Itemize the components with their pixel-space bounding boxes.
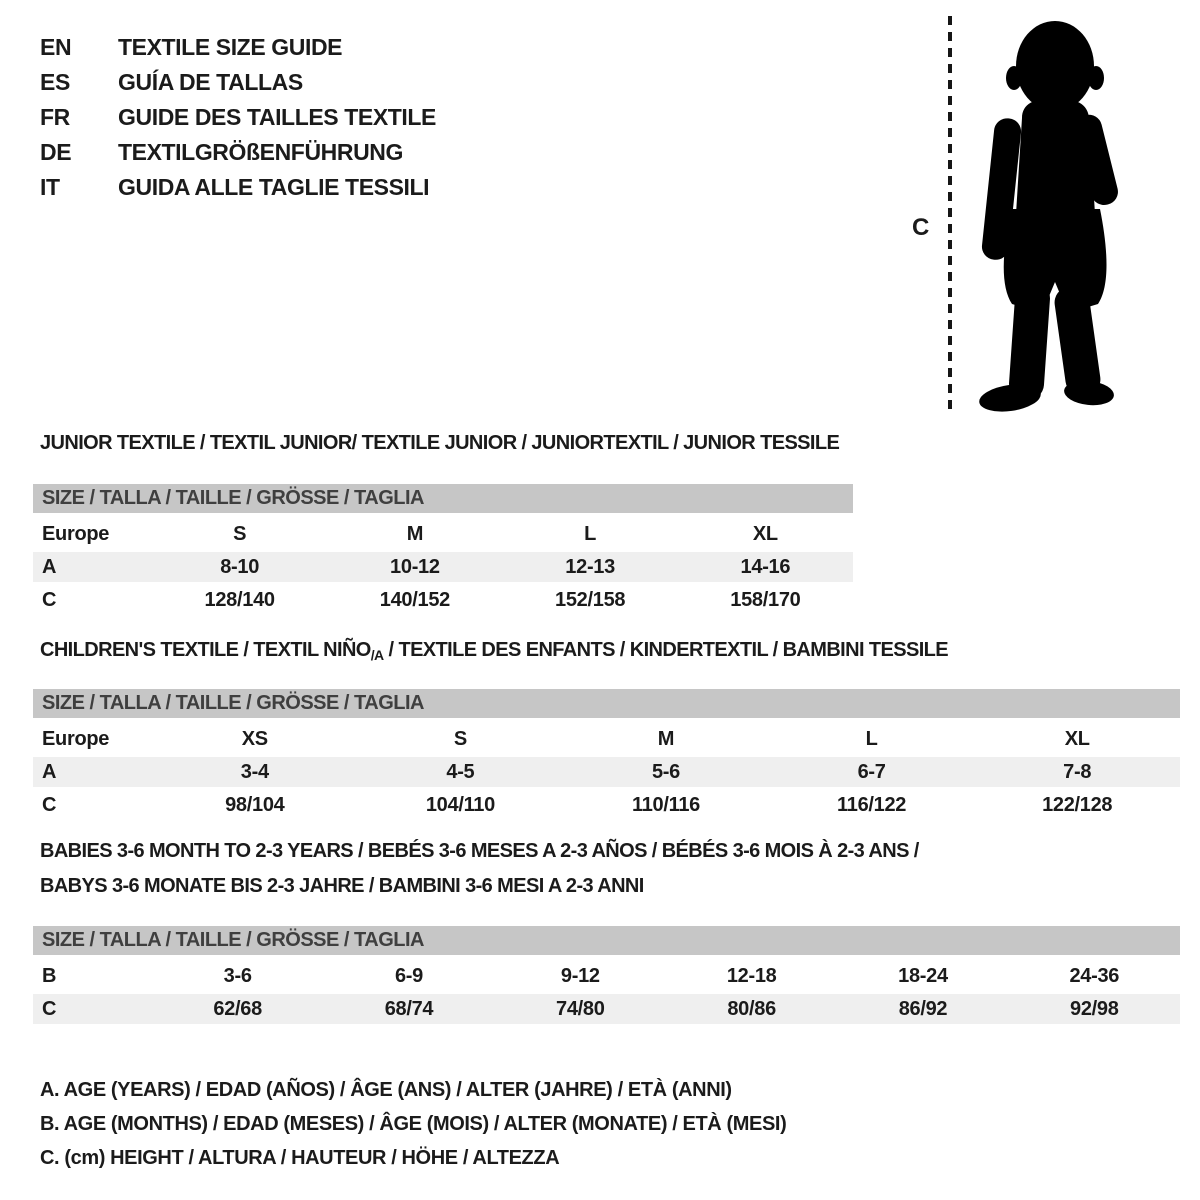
age-cell: 12-18 <box>726 965 777 987</box>
row-label-cell: B <box>42 965 57 987</box>
height-cell: 68/74 <box>384 998 434 1020</box>
table-row-europe <box>33 519 853 549</box>
height-cell: 116/122 <box>837 794 907 816</box>
size-cell: M <box>657 728 675 750</box>
age-cell: 4-5 <box>446 761 475 783</box>
size-cell: M <box>406 523 424 545</box>
row-label-cell: C <box>42 589 57 611</box>
age-cell: 8-10 <box>220 556 260 578</box>
size-cell: XL <box>1064 728 1090 750</box>
age-cell: 14-16 <box>740 556 791 578</box>
table-row-height <box>33 994 1180 1024</box>
height-dashed-line <box>948 16 952 416</box>
height-cell: 80/86 <box>727 998 776 1020</box>
age-cell: 3-4 <box>240 761 269 783</box>
row-label-cell: C <box>42 794 57 816</box>
size-cell: L <box>865 728 878 750</box>
lang-code: ES <box>40 69 70 95</box>
junior-size-table <box>33 484 853 618</box>
height-cell: 152/158 <box>555 589 626 611</box>
children-section-title <box>40 639 948 663</box>
age-cell: 5-6 <box>651 761 680 783</box>
legend-line-c: C. (cm) HEIGHT / ALTURA / HAUTEUR / HÖHE / ALTEZZA <box>40 1147 560 1169</box>
table-row-europe <box>33 724 1180 754</box>
legend-line-a: A. AGE (YEARS) / EDAD (AÑOS) / ÂGE (ANS) / ALTER (JAHRE) / ETÀ (ANNI) <box>40 1079 732 1101</box>
height-cell: 140/152 <box>379 589 450 611</box>
age-cell: 7-8 <box>1063 761 1092 783</box>
row-label-cell: Europe <box>42 523 110 545</box>
height-cell: 104/110 <box>425 794 495 816</box>
height-cell: 92/98 <box>1070 998 1119 1020</box>
toddler-silhouette-icon <box>960 14 1138 418</box>
lang-row-de <box>40 135 436 170</box>
language-title-block <box>40 30 436 205</box>
age-cell: 6-9 <box>394 965 423 987</box>
size-cell: XL <box>752 523 778 545</box>
lang-row-fr <box>40 100 436 135</box>
age-cell: 18-24 <box>898 965 948 987</box>
lang-code: FR <box>40 104 70 130</box>
children-title-subscript: /A <box>370 647 384 663</box>
lang-code: EN <box>40 34 72 60</box>
row-label-cell: A <box>42 556 57 578</box>
lang-title: TEXTILGRÖßENFÜHRUNG <box>118 139 403 165</box>
children-size-table <box>33 689 1180 823</box>
row-label-cell: Europe <box>42 728 110 750</box>
lang-title: GUIDA ALLE TAGLIE TESSILI <box>118 174 430 200</box>
height-cell: 128/140 <box>204 589 275 611</box>
lang-row-es <box>40 65 436 100</box>
height-cell: 158/170 <box>730 589 801 611</box>
height-cell: 74/80 <box>556 998 605 1020</box>
height-cell: 122/128 <box>1042 794 1113 816</box>
lang-title: TEXTILE SIZE GUIDE <box>118 34 343 60</box>
babies-size-header-bar: SIZE / TALLA / TAILLE / GRÖSSE / TAGLIA <box>33 926 1180 955</box>
measurement-legend <box>40 1073 786 1175</box>
size-cell: S <box>233 523 247 545</box>
age-cell: 3-6 <box>223 965 252 987</box>
children-title-prefix: CHILDREN'S TEXTILE / TEXTIL NIÑO <box>40 639 371 661</box>
table-row-age <box>33 552 853 582</box>
lang-code: DE <box>40 139 72 165</box>
legend-line-b: B. AGE (MONTHS) / EDAD (MESES) / ÂGE (MOIS) / ALTER (MONATE) / ETÀ (MESI) <box>40 1113 787 1135</box>
size-cell: S <box>453 728 467 750</box>
children-size-header-bar: SIZE / TALLA / TAILLE / GRÖSSE / TAGLIA <box>33 689 1180 718</box>
age-cell: 12-13 <box>565 556 615 578</box>
babies-section-title <box>40 834 919 904</box>
size-cell: L <box>584 523 597 545</box>
height-measure-label: C <box>912 214 930 241</box>
table-row-age-months <box>33 961 1180 991</box>
age-cell: 24-36 <box>1069 965 1120 987</box>
height-cell: 86/92 <box>898 998 948 1020</box>
table-row-height <box>33 790 1180 820</box>
height-cell: 98/104 <box>225 794 285 816</box>
lang-code: IT <box>40 174 60 200</box>
size-cell: XS <box>241 728 268 750</box>
junior-size-header-bar: SIZE / TALLA / TAILLE / GRÖSSE / TAGLIA <box>33 484 853 513</box>
table-row-height <box>33 585 853 615</box>
row-label-cell: C <box>42 998 57 1020</box>
babies-title-line1: BABIES 3-6 MONTH TO 2-3 YEARS / BEBÉS 3-6 MESES A 2-3 AÑOS / BÉBÉS 3-6 MOIS À 2-3 ANS / <box>40 840 919 862</box>
age-cell: 9-12 <box>560 965 600 987</box>
row-label-cell: A <box>42 761 57 783</box>
age-cell: 10-12 <box>390 556 440 578</box>
lang-row-it <box>40 170 436 205</box>
junior-section-title: JUNIOR TEXTILE / TEXTIL JUNIOR/ TEXTILE JUNIOR / JUNIORTEXTIL / JUNIOR TESSILE <box>40 432 840 454</box>
table-row-age <box>33 757 1180 787</box>
age-cell: 6-7 <box>857 761 886 783</box>
lang-title: GUIDE DES TAILLES TEXTILE <box>118 104 436 130</box>
height-cell: 62/68 <box>213 998 262 1020</box>
lang-title: GUÍA DE TALLAS <box>118 69 303 95</box>
babies-size-table <box>33 926 1180 1027</box>
babies-title-line2: BABYS 3-6 MONATE BIS 2-3 JAHRE / BAMBINI 3-6 MESI A 2-3 ANNI <box>40 875 644 897</box>
height-cell: 110/116 <box>631 794 700 816</box>
lang-row-en <box>40 30 436 65</box>
children-title-suffix: / TEXTILE DES ENFANTS / KINDERTEXTIL / BAMBINI TESSILE <box>383 639 949 661</box>
